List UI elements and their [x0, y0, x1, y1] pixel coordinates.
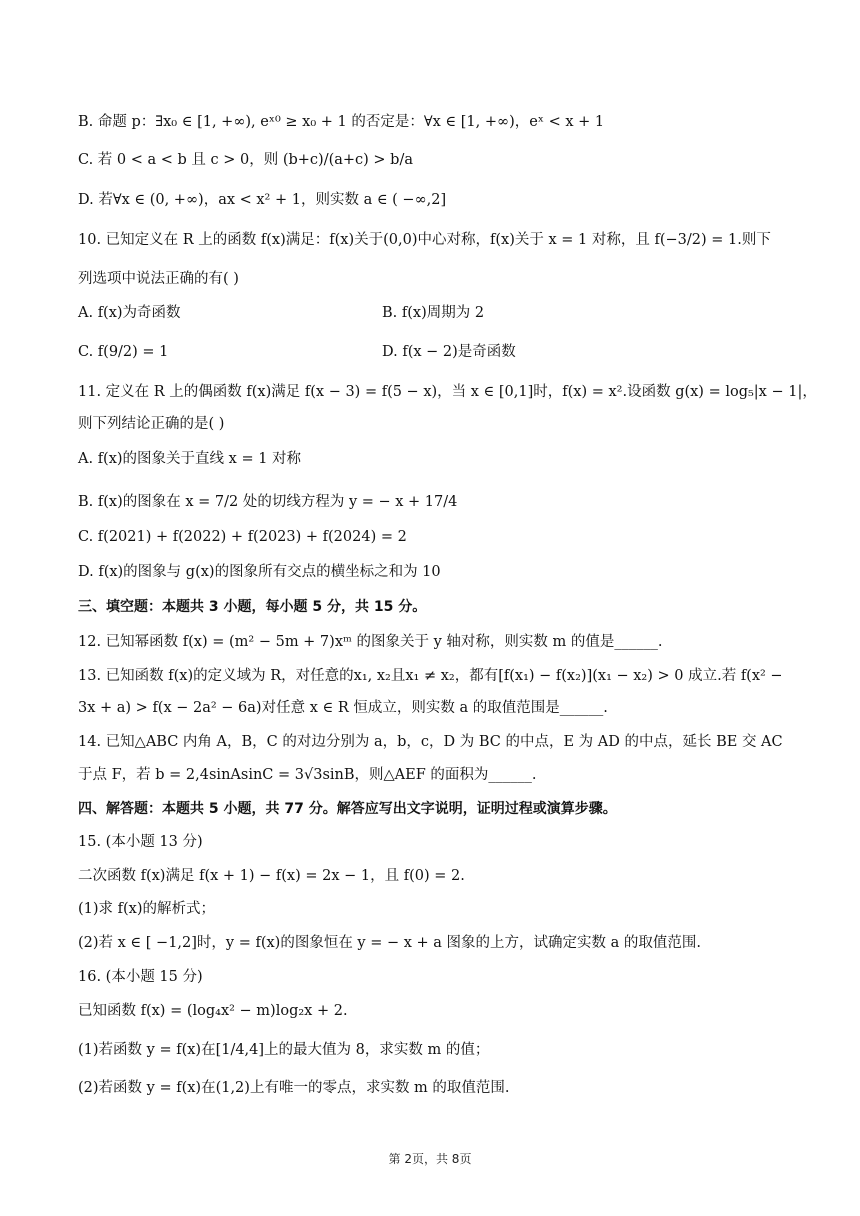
q11-option-c: C. f(2021) + f(2022) + f(2023) + f(2024) = 2 [78, 529, 407, 545]
q13-line2: 3x + a) > f(x − 2a² − 6a)对任意 x ∈ R 恒成立，则实数 a 的取值范围是______. [78, 700, 608, 716]
q15-part1: (1)求 f(x)的解析式； [78, 901, 216, 917]
q10-option-b: B. f(x)周期为 2 [382, 305, 485, 321]
section-answer: 四、解答题：本题共 5 小题，共 77 分。解答应写出文字说明，证明过程或演算步骤。 [78, 801, 617, 817]
q16-stem: 已知函数 f(x) = (log₄x² − m)log₂x + 2. [78, 1003, 348, 1019]
q11-option-d: D. f(x)的图象与 g(x)的图象所有交点的横坐标之和为 10 [78, 564, 441, 580]
q13-line1: 13. 已知函数 f(x)的定义域为 R，对任意的x₁, x₂且x₁ ≠ x₂，都有[f(x₁) − f(x₂)](x₁ − x₂) > 0 成立.若 f(x² − [78, 668, 783, 684]
q10-stem-line1: 10. 已知定义在 R 上的函数 f(x)满足：f(x)关于(0,0)中心对称，f(x)关于 x = 1 对称，且 f(−3/2) = 1.则下 [78, 232, 771, 248]
q10-option-a: A. f(x)为奇函数 [78, 305, 181, 321]
q10-option-d: D. f(x − 2)是奇函数 [382, 344, 516, 360]
q10-option-c: C. f(9/2) = 1 [78, 344, 169, 360]
q11-stem-line1: 11. 定义在 R 上的偶函数 f(x)满足 f(x − 3) = f(5 − x)，当 x ∈ [0,1]时，f(x) = x².设函数 g(x) = log₅|x − 1|， [78, 384, 817, 400]
q16-part1: (1)若函数 y = f(x)在[1/4,4]上的最大值为 8，求实数 m 的值； [78, 1042, 490, 1058]
q11-option-a: A. f(x)的图象关于直线 x = 1 对称 [78, 451, 302, 467]
q11-option-b: B. f(x)的图象在 x = 7/2 处的切线方程为 y = − x + 17/4 [78, 494, 458, 510]
q15-heading: 15. (本小题 13 分) [78, 834, 203, 850]
q11-stem-line2: 则下列结论正确的是( ) [78, 416, 225, 432]
page-footer: 第 2页，共 8页 [388, 1152, 472, 1166]
q9-option-d: D. 若∀x ∈ (0, +∞)，ax < x² + 1，则实数 a ∈ ( −∞,2] [78, 192, 447, 208]
q9-option-c: C. 若 0 < a < b 且 c > 0，则 (b+c)/(a+c) > b/a [78, 152, 413, 168]
q16-heading: 16. (本小题 15 分) [78, 969, 203, 985]
q14-line2: 于点 F，若 b = 2,4sinAsinC = 3√3sinB，则△AEF 的面积为______. [78, 767, 537, 783]
q10-stem-line2: 列选项中说法正确的有( ) [78, 271, 239, 287]
q12: 12. 已知幂函数 f(x) = (m² − 5m + 7)xᵐ 的图象关于 y 轴对称，则实数 m 的值是______. [78, 634, 663, 650]
q16-part2: (2)若函数 y = f(x)在(1,2)上有唯一的零点，求实数 m 的取值范围. [78, 1080, 510, 1096]
q15-part2: (2)若 x ∈ [ −1,2]时，y = f(x)的图象恒在 y = − x + a 图象的上方，试确定实数 a 的取值范围. [78, 935, 702, 951]
q14-line1: 14. 已知△ABC 内角 A，B，C 的对边分别为 a，b，c，D 为 BC 的中点，E 为 AD 的中点，延长 BE 交 AC [78, 734, 783, 750]
section-fill-in: 三、填空题：本题共 3 小题，每小题 5 分，共 15 分。 [78, 599, 427, 615]
q15-stem: 二次函数 f(x)满足 f(x + 1) − f(x) = 2x − 1，且 f(0) = 2. [78, 868, 465, 884]
q9-option-b: B. 命题 p：∃x₀ ∈ [1, +∞), eˣ⁰ ≥ x₀ + 1 的否定是：∀x ∈ [1, +∞)，eˣ < x + 1 [78, 114, 605, 130]
